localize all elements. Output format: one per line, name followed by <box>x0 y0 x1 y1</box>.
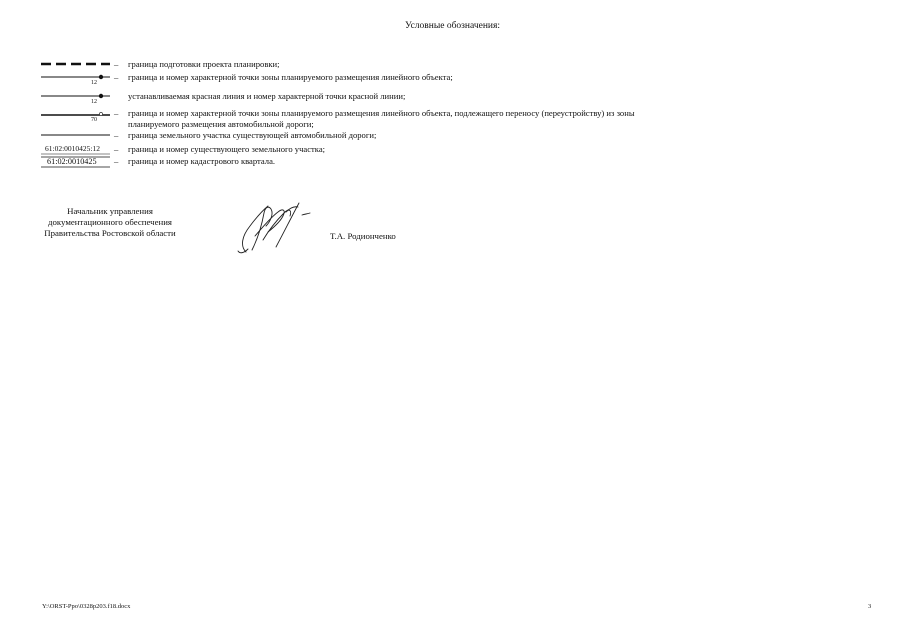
legend-text-5: граница земельного участка существующей автомобильной дороги; <box>128 130 377 140</box>
legend-point-number-4: 70 <box>91 117 97 123</box>
signatory-position <box>30 206 190 239</box>
legend-dash-2: – <box>114 72 119 82</box>
legend-text-2: граница и номер характерной точки зоны планируемого размещения линейного объекта; <box>128 72 453 82</box>
page-number: 3 <box>868 603 872 610</box>
legend-point-number-2: 12 <box>91 80 97 86</box>
signatory-name: Т.А. Родионченко <box>330 231 396 241</box>
legend-heading: Условные обозначения: <box>404 21 500 31</box>
legend-dash-5: – <box>114 130 119 140</box>
linear-object-zone-point <box>99 75 103 79</box>
signatory-position-line-1: Начальник управления <box>67 206 153 216</box>
legend-dash-4: – <box>114 108 119 118</box>
legend-dash-1: – <box>114 59 119 69</box>
signatory-position-line-2: документационного обеспечения <box>48 217 172 227</box>
legend-text-3: устанавливаемая красная линия и номер характерной точки красной линии; <box>128 91 406 101</box>
legend-text-4: граница и номер характерной точки зоны планируемого размещения линейного объекта, подлежащего переносу (переустройству) из зоны <box>128 108 635 118</box>
relocation-zone-point <box>99 112 102 115</box>
legend-text-4-cont: планируемого размещения автомобильной дороги; <box>128 119 314 129</box>
legend-dash-7: – <box>114 156 119 166</box>
red-line-point <box>99 94 103 98</box>
legend-text-6: граница и номер существующего земельного участка; <box>128 144 326 154</box>
handwritten-signature <box>238 203 310 253</box>
legend-text-1: граница подготовки проекта планировки; <box>128 59 280 69</box>
footer-file-path: Y:\ORST-Ppo\0328p203.f18.docx <box>42 603 131 610</box>
signatory-position-line-3: Правительства Ростовской области <box>44 228 176 238</box>
legend-text-7: граница и номер кадастрового квартала. <box>128 156 276 166</box>
legend-point-number-3: 12 <box>91 99 97 105</box>
legend-dash-6: – <box>114 144 119 154</box>
land-plot-label: 61:02:0010425:12 <box>45 144 101 153</box>
cadastral-quarter-label: 61:02:0010425 <box>47 157 97 166</box>
